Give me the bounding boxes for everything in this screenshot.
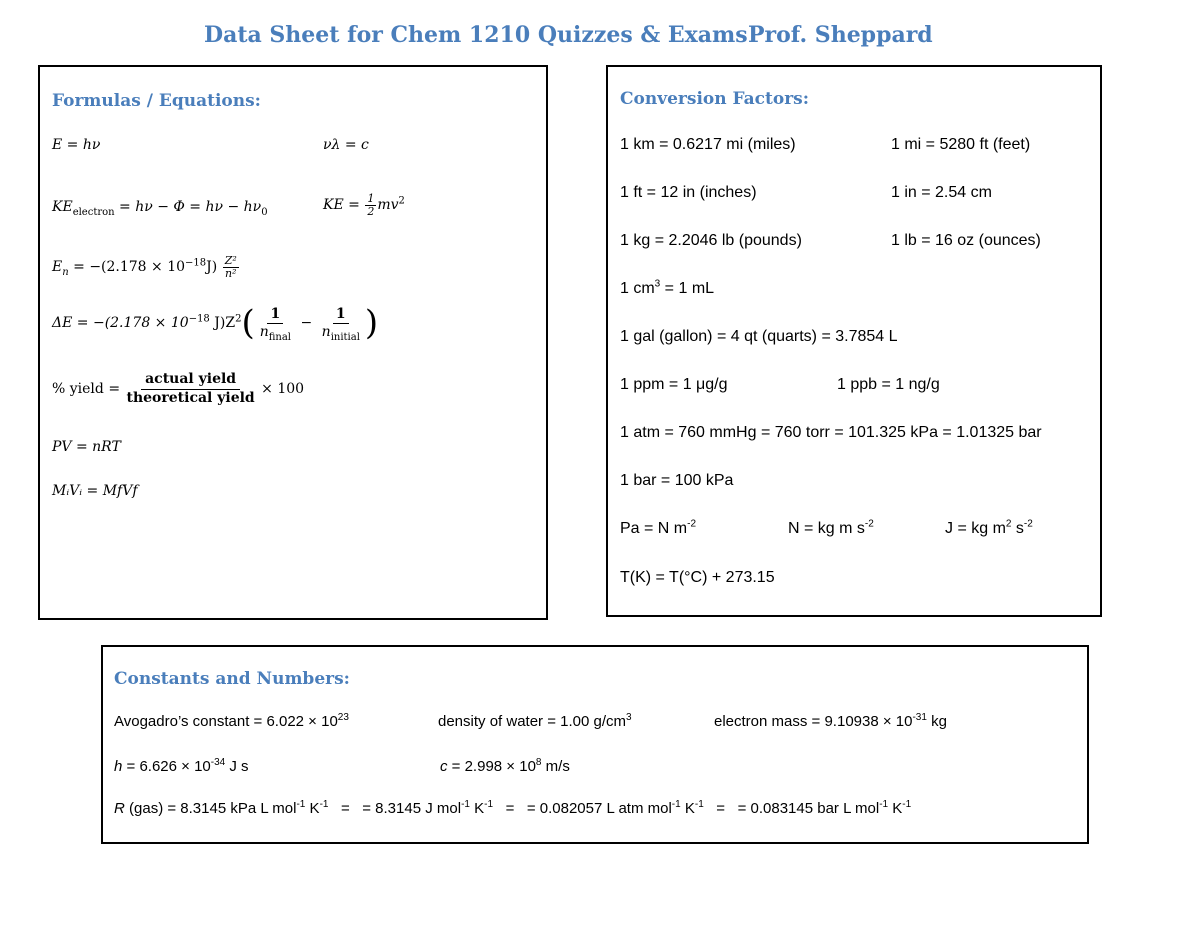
professor-name: Prof. Sheppard	[748, 22, 933, 48]
percent-yield-equation: % yield = $\frac{\text{actual yield}}{\text{theoretical yield}}$ × 100	[52, 371, 305, 406]
photon-energy-equation: E = hν	[52, 137, 101, 153]
dilution-equation: MᵢVᵢ = M𝑓V𝑓	[52, 483, 138, 499]
avogadro-constant: Avogadro’s constant = $6.022 \times 10^{23}$	[114, 712, 349, 730]
planck-constant: $h = 6.626 \times 10^{-34}$ J s	[114, 757, 249, 775]
conversion-heading: Conversion Factors:	[620, 89, 810, 109]
atm-conversion: 1 atm = 760 mmHg = 760 torr = 101.325 kPa = 1.01325 bar	[620, 424, 1042, 441]
ideal-gas-law: PV = nRT	[52, 439, 121, 455]
photoelectric-equation: $KE_{electron} = h\nu - \Phi = h\nu - h\nu_0$	[52, 199, 268, 218]
joule-definition: J = kg $m^2$ $s^{-2}$	[945, 518, 1033, 537]
wave-equation: νλ = c	[323, 137, 369, 153]
ft-to-in: 1 ft = 12 in (inches)	[620, 184, 757, 201]
delta-energy-equation: $\Delta E = -(2.178 \times 10^{-18}$ $J)Z^2$( $\frac{1}{n_{final}}$ − $\frac{1}{n_{initial}}$ )	[52, 303, 379, 343]
speed-of-light: $c = 2.998 \times 10^8$ m/s	[440, 757, 570, 775]
bar-conversion: 1 bar = 100 kPa	[620, 472, 734, 489]
gallon-conversion: 1 gal (gallon) = 4 qt (quarts) = 3.7854 L	[620, 328, 898, 345]
formulas-heading: Formulas / Equations:	[52, 91, 261, 111]
electron-mass: electron mass = $9.10938 \times 10^{-31}$ kg	[714, 712, 947, 730]
km-to-mi: 1 km = 0.6217 mi (miles)	[620, 136, 796, 153]
cm3-to-ml: 1 $cm^3 = 1$ mL	[620, 278, 715, 297]
kg-to-lb: 1 kg = 2.2046 lb (pounds)	[620, 232, 802, 249]
newton-definition: N = kg m $s^{-2}$	[788, 518, 874, 537]
water-density: density of water = 1.00 $g/cm^3$	[438, 712, 632, 730]
temperature-conversion: T(K) = T(°C) + 273.15	[620, 569, 775, 586]
constants-heading: Constants and Numbers:	[114, 669, 350, 689]
kinetic-energy-equation: KE = $\frac{1}{2}$ $mv^2$	[323, 192, 405, 218]
gas-constant: R (gas) = 8.3145 kPa L mol$^{-1}$ $K^{-1}$ = = 8.3145 J mol$^{-1}$ $K^{-1}$ = = 0.082057 L atm mol$^{-1}$ $K^{-1}$ = = 0.083145 bar L mol$^{-1}$ $K^{-1}$	[114, 799, 912, 817]
energy-level-equation: $E_n = -(2.178 \times 10^{-18}J)$ $\frac{\text{Z²}}{\text{n²}}$	[52, 254, 237, 280]
lb-to-oz: 1 lb = 16 oz (ounces)	[891, 232, 1041, 249]
in-to-cm: 1 in = 2.54 cm	[891, 184, 992, 201]
ppb-conversion: 1 ppb = 1 ng/g	[837, 376, 940, 393]
ppm-conversion: 1 ppm = 1 μg/g	[620, 376, 728, 393]
formulas-box	[38, 65, 548, 620]
mi-to-ft: 1 mi = 5280 ft (feet)	[891, 136, 1031, 153]
page-title: Data Sheet for Chem 1210 Quizzes & Exams	[204, 22, 748, 48]
pascal-definition: Pa = N $m^{-2}$	[620, 518, 697, 537]
